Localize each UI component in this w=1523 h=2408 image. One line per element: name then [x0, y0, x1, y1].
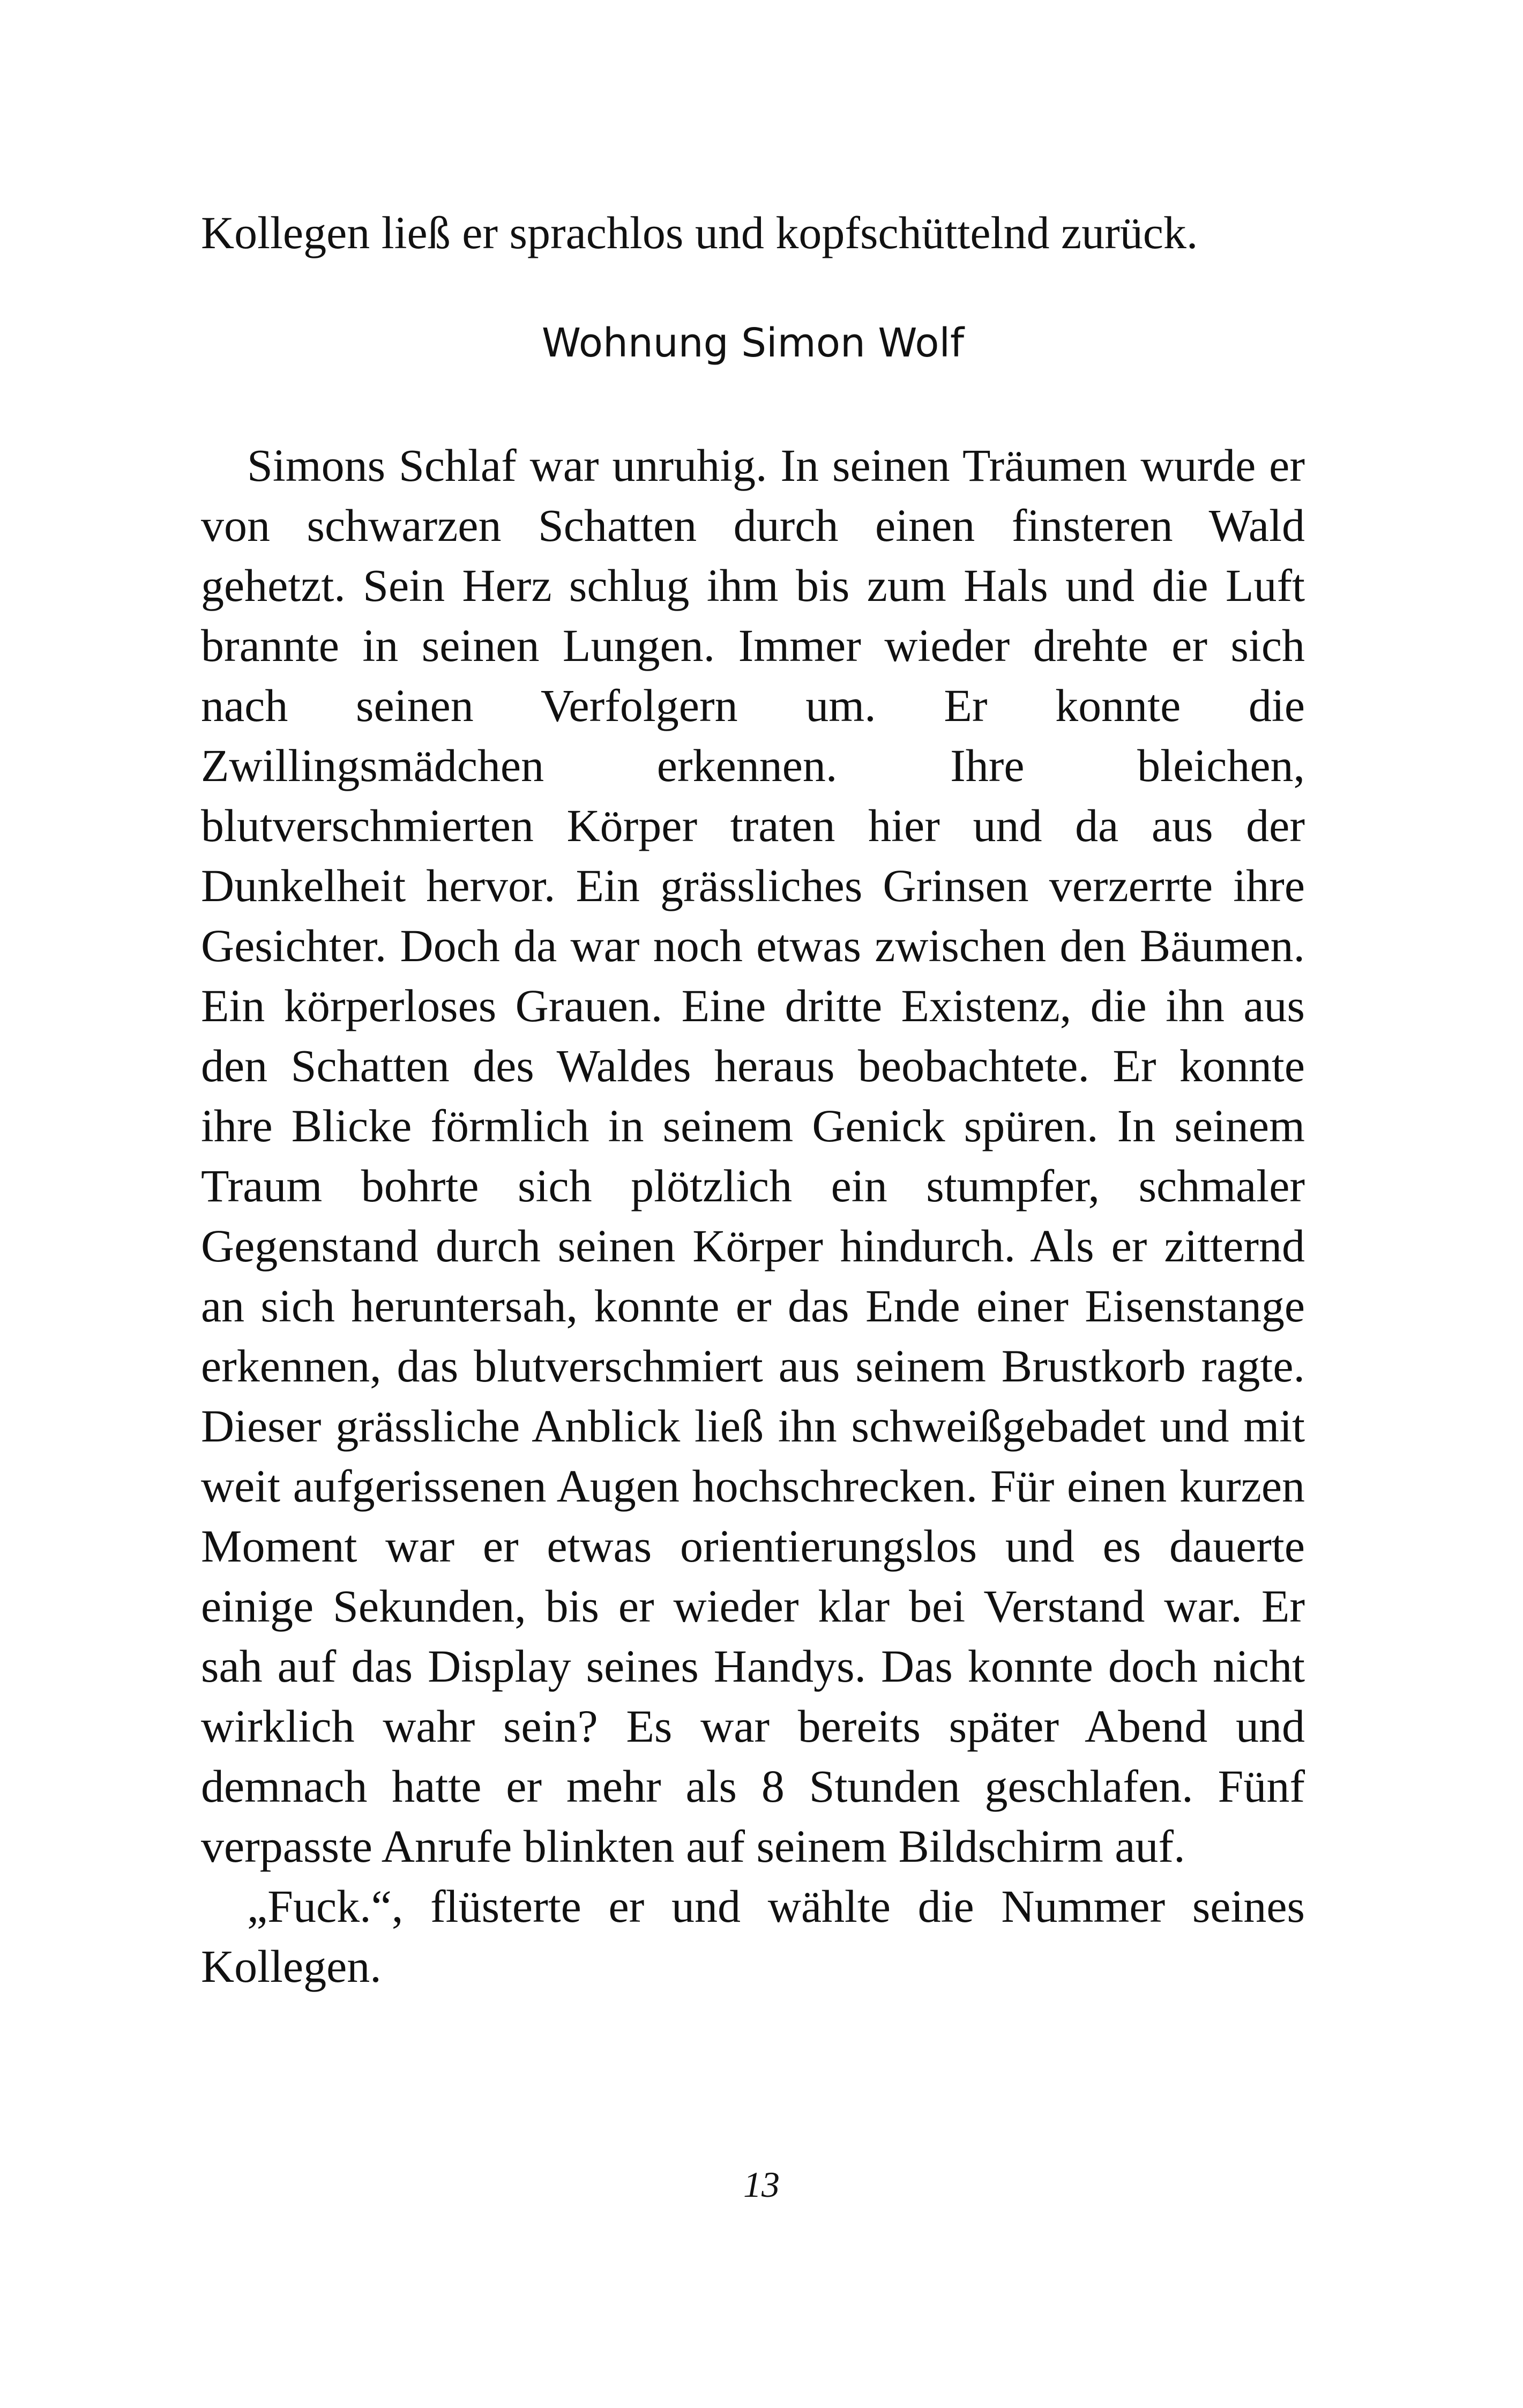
paragraph-dream: Simons Schlaf war unruhig. In seinen Träumen wurde er von schwarzen Schatten durch einen finsteren Wald gehetzt. Sein Herz schlug ihm bis zum Hals und die Luft brannte in seinen Lungen. Immer wieder drehte er sich nach seinen Verfolgern um. Er konnte die Zwillingsmädchen erkennen. Ihre bleichen, blutverschmierten Körper traten hier und da aus der Dunkelheit hervor. Ein grässliches Grinsen verzerrte ihre Gesichter. Doch da war noch etwas zwischen den Bäumen. Ein körperloses Grauen. Eine dritte Existenz, die ihn aus den Schatten des Waldes heraus beobachtete. Er konnte ihre Blicke förmlich in seinem Genick spüren. In seinem Traum bohrte sich plötzlich ein stumpfer, schmaler Gegenstand durch seinen Körper hindurch. Als er zitternd an sich heruntersah, konnte er das Ende einer Eisenstange erkennen, das blutverschmiert aus seinem Brustkorb ragte. Dieser grässliche Anblick ließ ihn schweißgebadet und mit weit aufgerissenen Augen hochschrecken. Für einen kurzen Moment war er etwas orientierungslos und es dauerte einige Sekunden, bis er wieder klar bei Verstand war. Er sah auf das Display seines Handys. Das konnte doch nicht wirklich wahr sein? Es war bereits später Abend und demnach hatte er mehr als 8 Stunden geschlafen. Fünf verpasste Anrufe blinkten auf seinem Bildschirm auf. — [201, 440, 1305, 1872]
section-heading: Wohnung Simon Wolf — [541, 320, 965, 366]
body-text — [201, 435, 1305, 1996]
page-number: 13 — [743, 2164, 780, 2205]
paragraph-call: „Fuck.“, flüsterte er und wählte die Nummer seines Kollegen. — [201, 1881, 1305, 1992]
carryover-paragraph: Kollegen ließ er sprachlos und kopfschüttelnd zurück. — [201, 207, 1198, 258]
